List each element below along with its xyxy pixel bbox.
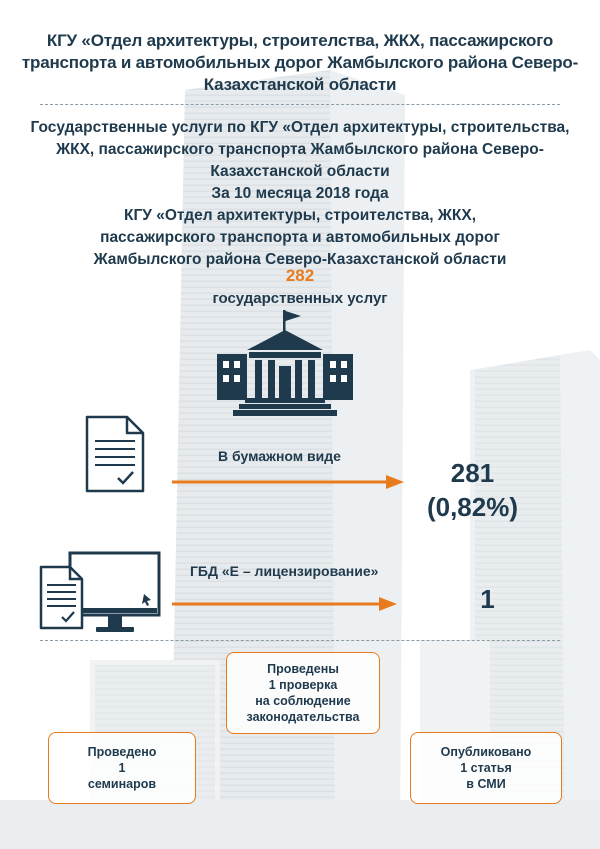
sub-line: Государственные услуги по КГУ «Отдел архитектуры, строительства,: [30, 119, 570, 136]
box-line: Проведены: [267, 662, 339, 676]
sub-line: ЖКХ, пассажирского транспорта Жамбылского района Северо-: [56, 141, 544, 158]
arrow-right-icon: [172, 596, 397, 612]
seminars-box: [48, 732, 196, 804]
title-line: Казахстанской области: [203, 75, 397, 94]
total-count: 282: [285, 266, 315, 285]
box-line: 1 проверка: [268, 678, 338, 692]
box-line: Опубликовано: [440, 745, 532, 759]
sub-line: КГУ «Отдел архитектуры, строителства, ЖКХ,: [124, 207, 476, 224]
paper-label: В бумажном виде: [218, 448, 341, 464]
page-title: [0, 30, 600, 96]
electronic-value: 1: [480, 584, 495, 614]
box-line: семинаров: [87, 777, 157, 791]
arrow-right-icon: [172, 474, 404, 490]
box-line: 1 статья: [460, 761, 512, 775]
box-line: 1: [118, 761, 126, 775]
box-line: в СМИ: [466, 777, 506, 791]
sub-line: Жамбылского района Северо-Казахстанской области: [93, 251, 507, 268]
title-line: транспорта и автомобильных дорог Жамбылского района Северо-: [21, 53, 579, 72]
sub-line: пассажирского транспорта и автомобильных дорог: [100, 229, 500, 246]
computer-document-icon: [38, 550, 163, 640]
box-line: Проведено: [87, 745, 157, 759]
box-line: на соблюдение: [255, 694, 351, 708]
title-line: КГУ «Отдел архитектуры, строителства, ЖКХ, пассажирского: [46, 31, 554, 50]
sub-line: Казахстанской области: [210, 163, 390, 180]
services-subheader: [0, 117, 600, 271]
inspection-box: [226, 652, 380, 734]
box-line: законодательства: [246, 710, 360, 724]
paper-value: 281: [450, 458, 495, 488]
divider-top: [40, 104, 560, 105]
document-icon: [85, 415, 145, 493]
sub-line: За 10 месяца 2018 года: [211, 185, 389, 202]
divider-bottom: [40, 640, 560, 641]
articles-box: [410, 732, 562, 804]
total-label: государственных услуг: [212, 290, 388, 307]
electronic-label: ГБД «Е – лицензирование»: [190, 563, 379, 579]
paper-percent: (0,82%): [426, 492, 519, 522]
government-building-icon: [215, 308, 355, 420]
